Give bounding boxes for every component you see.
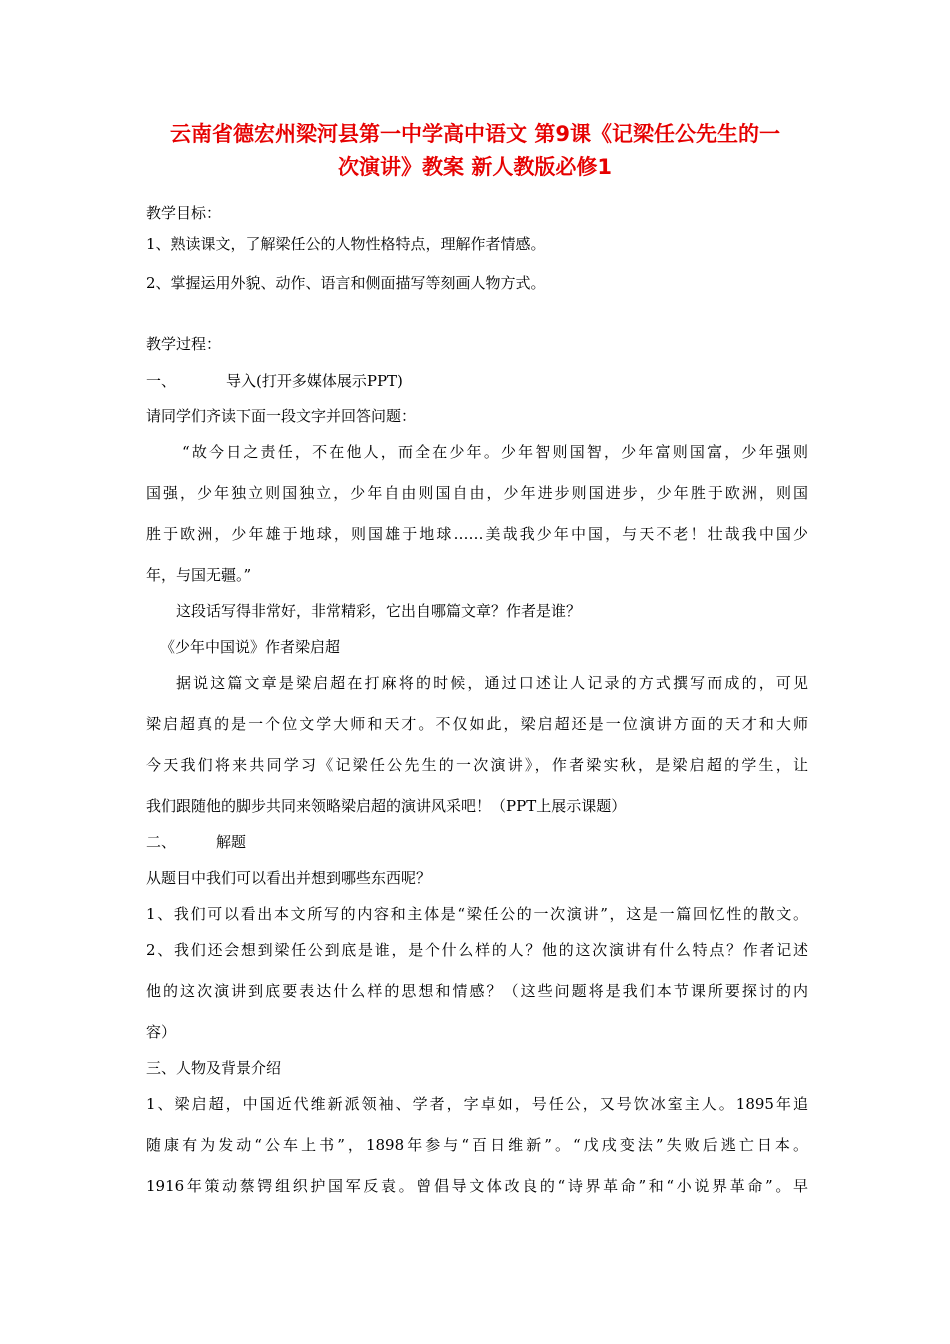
process-heading: 教学过程： <box>146 335 222 353</box>
quote-line-4: 年，与国无疆。” <box>146 566 252 584</box>
section-1-title: 导入(打开多媒体展示PPT) <box>226 372 403 390</box>
section-3-heading: 三、人物及背景介绍 <box>146 1059 282 1077</box>
section-1-question: 这段话写得非常好，非常精彩，它出自哪篇文章？作者是谁？ <box>176 602 582 620</box>
intro-para-line-1: 据说这篇文章是梁启超在打麻将的时候，通过口述让人记录的方式撰写而成的，可见 <box>176 674 808 692</box>
section-2-item-2-line-2: 他的这次演讲到底要表达什么样的思想和情感？（这些问题将是我们本节课所要探讨的内 <box>146 982 808 1000</box>
quote-line-2: 国强，少年独立则国独立，少年自由则国自由，少年进步则国进步，少年胜于欧洲，则国 <box>146 484 808 502</box>
section-2-title: 解题 <box>216 833 247 851</box>
title-line-1: 云南省德宏州梁河县第一中学高中语文 第9课《记梁任公先生的一 <box>170 122 780 146</box>
objective-item-2: 2、掌握运用外貌、动作、语言和侧面描写等刻画人物方式。 <box>146 274 546 292</box>
section-1-number: 一、 <box>146 372 177 390</box>
intro-para-line-2: 梁启超真的是一个位文学大师和天才。不仅如此，梁启超还是一位演讲方面的天才和大师 <box>146 715 808 733</box>
section-2-item-2-line-1: 2、我们还会想到梁任公到底是谁，是个什么样的人？他的这次演讲有什么特点？作者记述 <box>146 941 808 959</box>
section-1-heading <box>146 371 403 391</box>
title-line-2: 次演讲》教案 新人教版必修1 <box>338 155 612 179</box>
section-1-answer: 《少年中国说》作者梁启超 <box>160 638 341 656</box>
section-2-item-2-line-3: 容） <box>146 1023 177 1041</box>
section-2-item-1: 1、我们可以看出本文所写的内容和主体是“梁任公的一次演讲”，这是一篇回忆性的散文。 <box>146 905 808 923</box>
section-3-item-1-line-1: 1、梁启超，中国近代维新派领袖、学者，字卓如，号任公，又号饮冰室主人。1895年追 <box>146 1095 808 1113</box>
section-3-item-1-line-3: 1916年策动蔡锷组织护国军反袁。曾倡导文体改良的“诗界革命”和“小说界革命”。早 <box>146 1177 808 1195</box>
intro-para-line-4: 我们跟随他的脚步共同来领略梁启超的演讲风采吧！（PPT上展示课题） <box>146 797 627 815</box>
quote-line-3: 胜于欧洲，少年雄于地球，则国雄于地球……美哉我少年中国，与天不老！壮哉我中国少 <box>146 525 808 543</box>
document-title <box>120 118 830 184</box>
section-3-item-1-line-2: 随康有为发动“公车上书”，1898年参与“百日维新”。“戊戌变法”失败后逃亡日本。 <box>146 1136 808 1154</box>
section-1-prompt: 请同学们齐读下面一段文字并回答问题： <box>146 407 417 425</box>
intro-para-line-3: 今天我们将来共同学习《记梁任公先生的一次演讲》，作者梁实秋，是梁启超的学生，让 <box>146 756 808 774</box>
section-2-heading <box>146 832 246 852</box>
section-2-number: 二、 <box>146 833 177 851</box>
objectives-heading: 教学目标： <box>146 204 222 222</box>
objective-item-1: 1、熟读课文，了解梁任公的人物性格特点，理解作者情感。 <box>146 235 546 253</box>
quote-line-1: “故今日之责任，不在他人，而全在少年。少年智则国智，少年富则国富，少年强则 <box>182 443 808 461</box>
section-2-prompt: 从题目中我们可以看出并想到哪些东西呢？ <box>146 869 432 887</box>
